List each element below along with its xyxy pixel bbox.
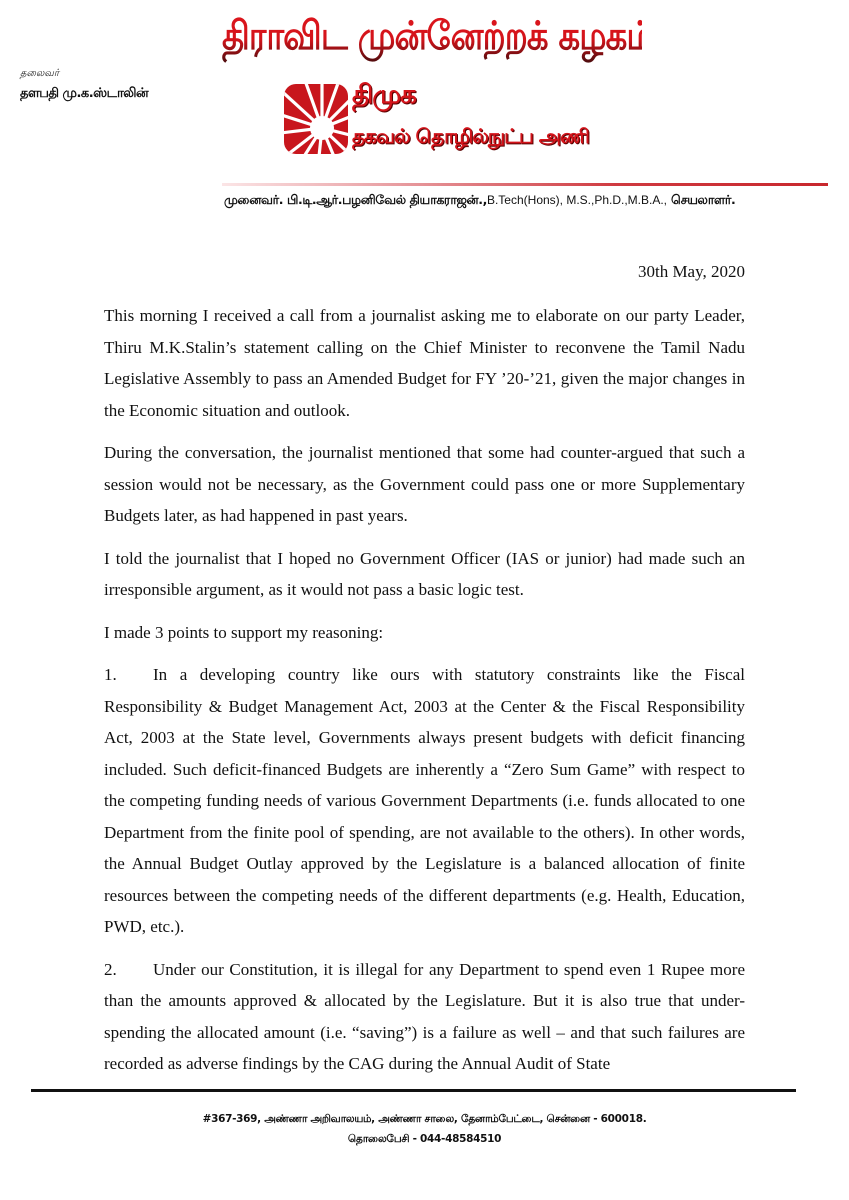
paragraph: I told the journalist that I hoped no Government Officer (IAS or junior) had made such an irresponsible argument, as it would not pass a basic logic test.	[104, 548, 745, 599]
numbered-point	[104, 659, 745, 943]
paragraph: I made 3 points to support my reasoning:	[104, 622, 384, 642]
wing-name: திமுக	[352, 80, 416, 110]
numbered-point	[104, 954, 745, 1080]
leader-name: தளபதி மு.க.ஸ்டாலின்	[20, 86, 149, 101]
secretary-role: செயலாளர்.	[667, 192, 736, 207]
point-number: 2.	[104, 959, 117, 979]
secretary-qualifications: B.Tech(Hons), M.S.,Ph.D.,M.B.A.,	[486, 193, 668, 207]
rising-sun-logo-icon	[282, 82, 350, 156]
paragraph: This morning I received a call from a journalist asking me to elaborate on our party Leader, Thiru M.K.Stalin’s statement calling on the Chief Minister to reconvene the Tamil Nadu Legislative Assembly to pass an Amended Budget for FY ’20-’21, given the major changes in the Economic situation and outlook.	[104, 306, 745, 420]
party-name-heading: திராவிட முன்னேற்றக் கழகம்	[222, 4, 642, 68]
secretary-line	[224, 192, 735, 209]
footer-divider	[31, 1089, 796, 1092]
leader-title: தலைவர்	[20, 68, 60, 79]
letter-date: 30th May, 2020	[637, 262, 745, 281]
paragraph: During the conversation, the journalist mentioned that some had counter-argued that such a session would not be necessary, as the Government could pass one or more Supplementary Budgets later, as had happened in past years.	[104, 443, 745, 525]
point-text: In a developing country like ours with statutory constraints like the Fiscal Responsibility & Budget Management Act, 2003 at the Center & the Fiscal Responsibility Act, 2003 at the State level, Governments always present budgets with deficit financing included. Such deficit-financed Budgets are inherently a “Zero Sum Game” with respect to the competing funding needs of various Government Departments (i.e. funds allocated to one Department from the finite pool of spending, are not available to the others). In other words, the Annual Budget Outlay approved by the Legislature is a balanced allocation of finite resources between the competing needs of the different departments (e.g. Health, Education, PWD, etc.).	[104, 665, 745, 936]
header-divider	[222, 183, 828, 186]
secretary-name: முனைவர். பி.டி.ஆர்.பழனிவேல் தியாகராஜன்.,	[224, 192, 487, 207]
point-text: Under our Constitution, it is illegal for any Department to spend even 1 Rupee more than the amounts approved & allocated by the Legislature. But it is also true that under-spending the allocated amount (i.e. “saving”) is a failure as well – and that such failures are recorded as adverse findings by the CAG during the Annual Audit of State	[104, 959, 745, 1073]
point-number: 1.	[104, 665, 117, 684]
letter-body	[104, 300, 745, 1091]
footer-address: #367-369, அண்ணா அறிவாலயம், அண்ணா சாலை, தேனாம்பேட்டை, சென்னை - 600018.	[202, 1113, 647, 1125]
wing-subtitle: தகவல் தொழில்நுட்ப அணி	[352, 124, 589, 148]
footer-phone: தொலைபேசி - 044-48584510	[347, 1133, 502, 1145]
